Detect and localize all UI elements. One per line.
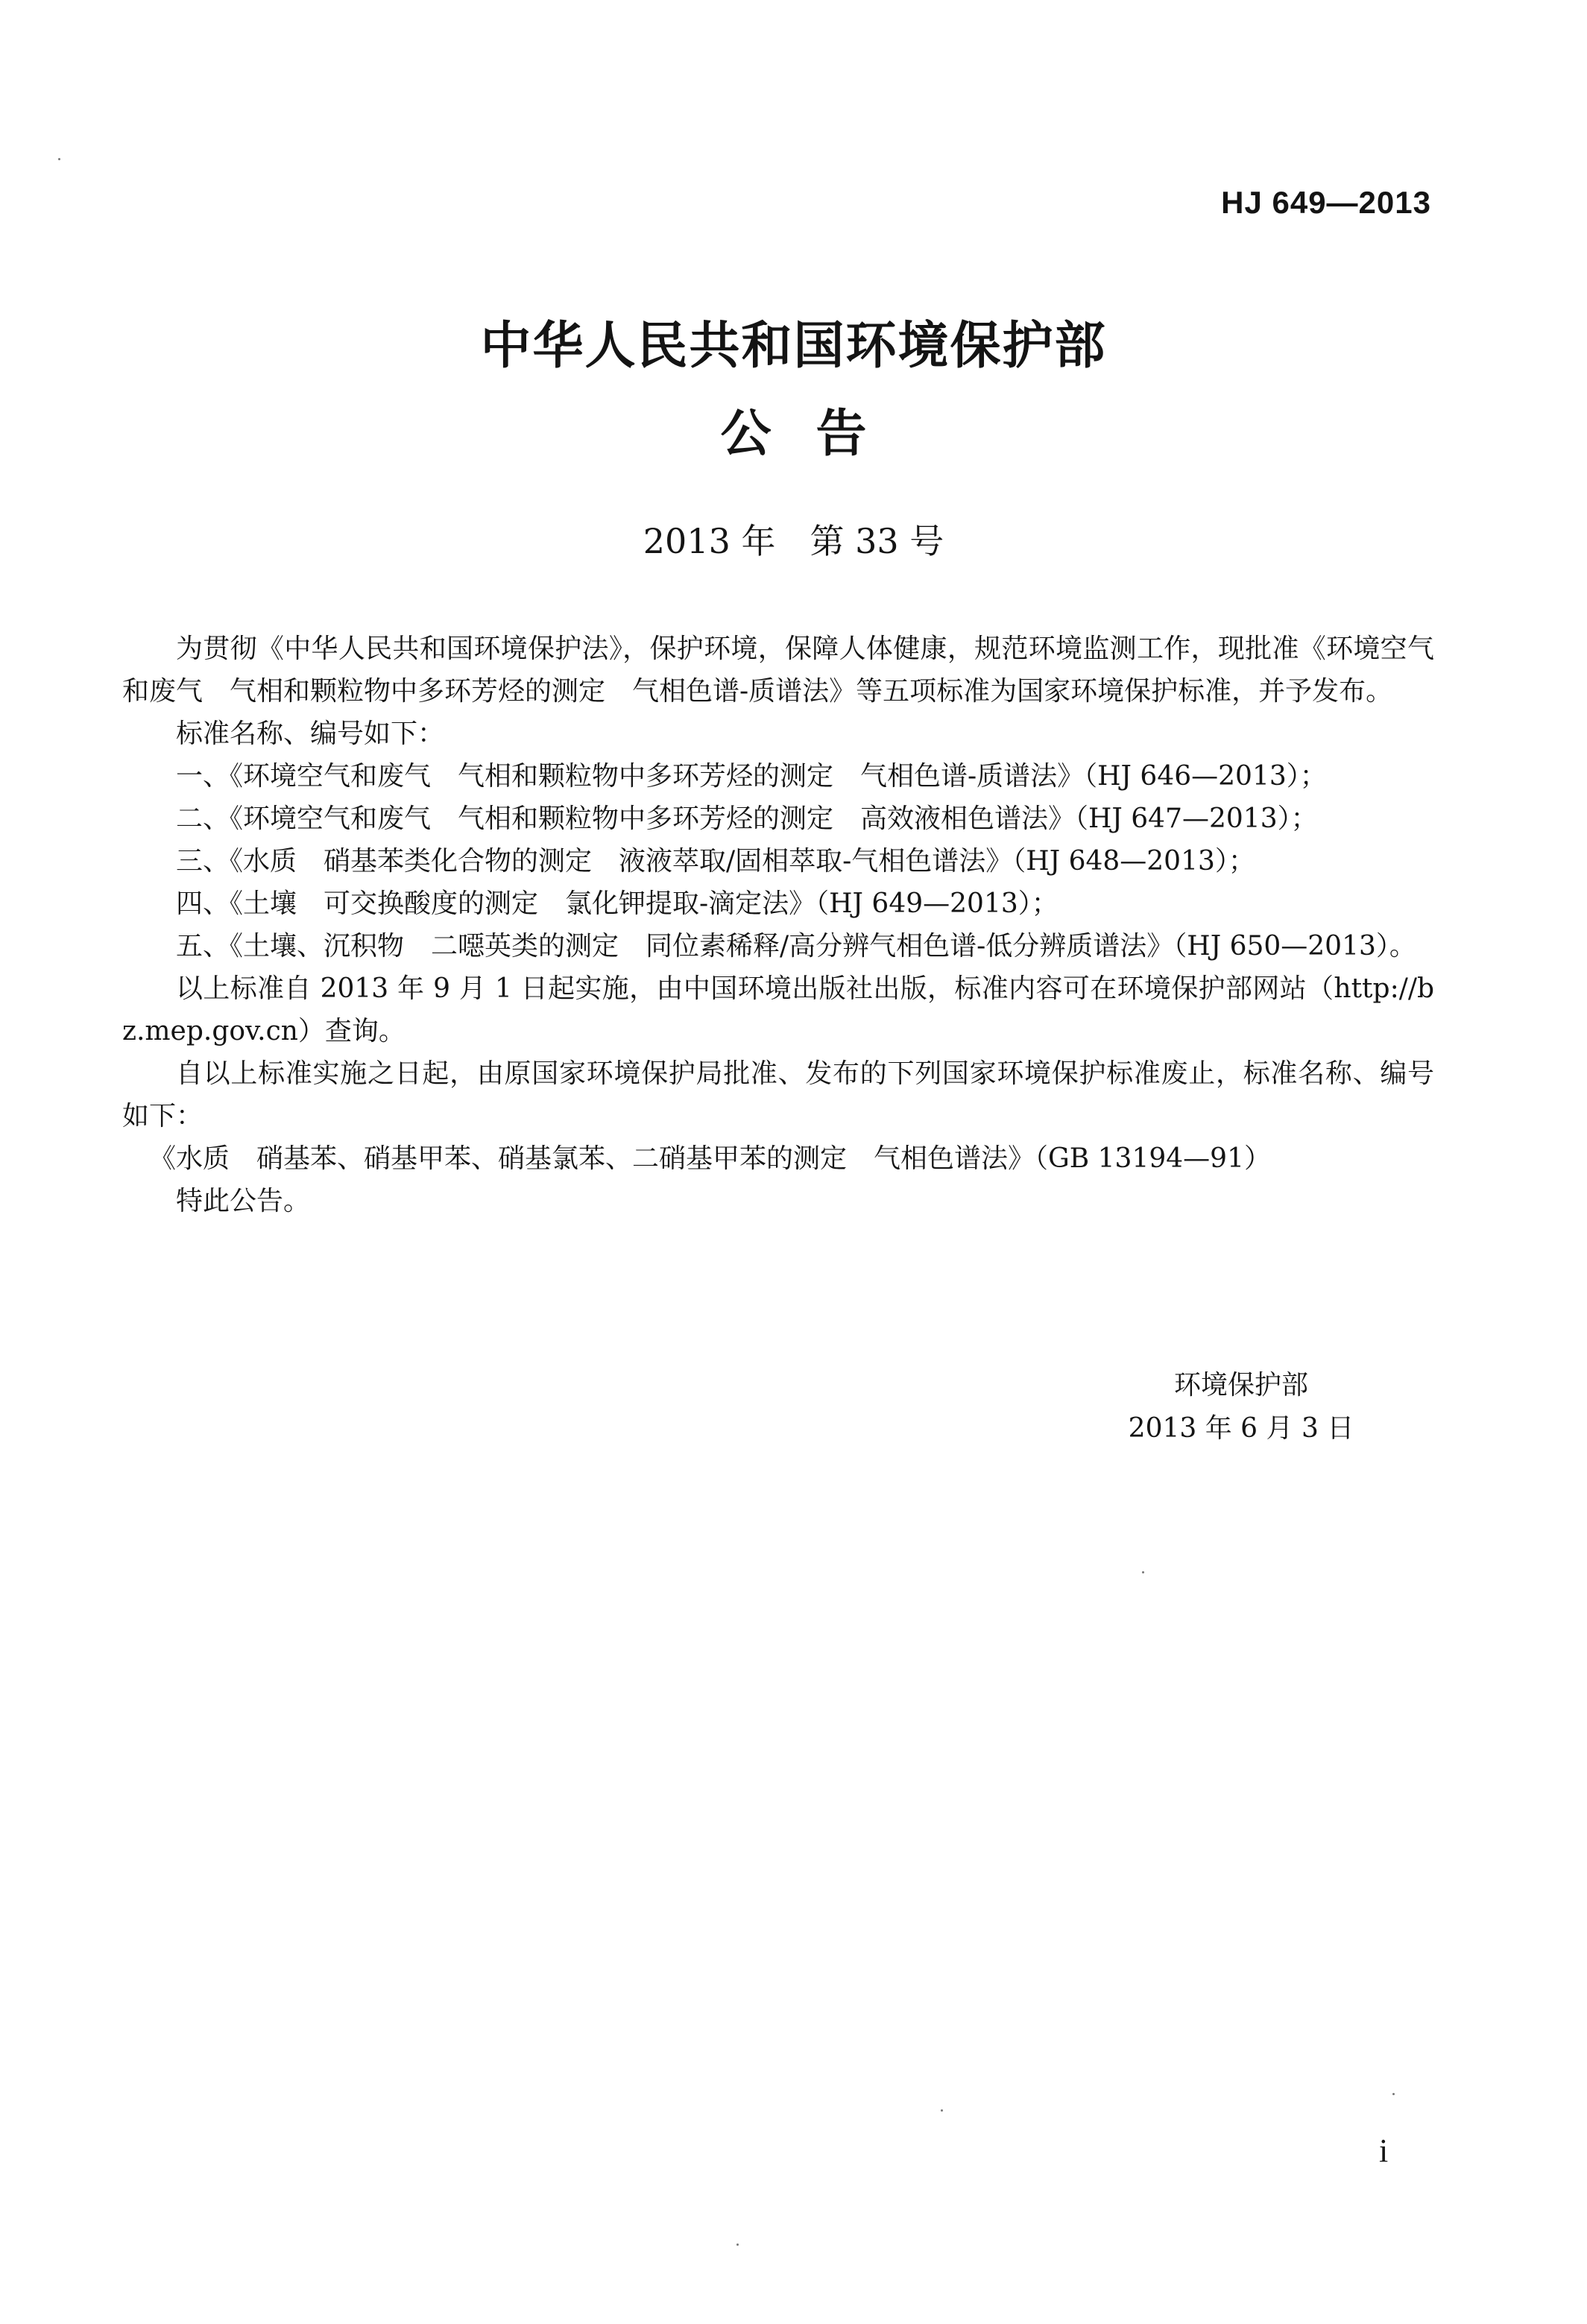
announcement-body bbox=[122, 628, 1434, 1222]
paragraph-repeal: 自以上标准实施之日起，由原国家环境保护局批准、发布的下列国家环境保护标准废止，标准名称、编号如下： bbox=[122, 1058, 1434, 1131]
issue-date: 2013 年 6 月 3 日 bbox=[1128, 1413, 1354, 1444]
standard-number: HJ 649—2013 bbox=[1221, 185, 1431, 220]
paragraph-closing: 特此公告。 bbox=[176, 1186, 311, 1216]
repealed-standard: 《水质 硝基苯、硝基甲苯、硝基氯苯、二硝基甲苯的测定 气相色谱法》（GB 13194—91） bbox=[149, 1143, 1271, 1174]
standard-item-2: 二、《环境空气和废气 气相和颗粒物中多环芳烃的测定 高效液相色谱法》（HJ 647—2013）； bbox=[176, 803, 1318, 834]
page-title: 中华人民共和国环境保护部 bbox=[480, 317, 1107, 376]
signature-block bbox=[1118, 1364, 1364, 1450]
issue-number: 2013 年 第 33 号 bbox=[643, 521, 944, 561]
scan-speck bbox=[1142, 1571, 1144, 1573]
page-subtitle: 公告 bbox=[720, 405, 912, 464]
scan-speck bbox=[736, 2244, 739, 2246]
standard-item-4: 四、《土壤 可交换酸度的测定 氯化钾提取-滴定法》（HJ 649—2013）； bbox=[176, 888, 1058, 919]
scan-speck bbox=[1392, 2093, 1395, 2095]
scan-speck bbox=[58, 158, 60, 160]
standard-item-3: 三、《水质 硝基苯类化合物的测定 液液萃取/固相萃取-气相色谱法》（HJ 648—2013）； bbox=[176, 846, 1255, 877]
issuer-name: 环境保护部 bbox=[1173, 1370, 1308, 1401]
page-number: i bbox=[1379, 2132, 1389, 2169]
paragraph-list-heading: 标准名称、编号如下： bbox=[176, 719, 445, 749]
paragraph-implementation: 以上标准自 2013 年 9 月 1 日起实施，由中国环境出版社出版，标准内容可在环境保护部网站（http://bz.mep.gov.cn）查询。 bbox=[122, 973, 1434, 1046]
standard-item-5: 五、《土壤、沉积物 二噁英类的测定 同位素稀释/高分辨气相色谱-低分辨质谱法》（HJ 650—2013）。 bbox=[176, 931, 1416, 962]
paragraph-intro: 为贯彻《中华人民共和国环境保护法》，保护环境，保障人体健康，规范环境监测工作，现批准《环境空气和废气 气相和颗粒物中多环芳烃的测定 气相色谱-质谱法》等五项标准为国家环境保护标准，并予发布。 bbox=[122, 634, 1434, 707]
scan-speck bbox=[941, 2109, 943, 2112]
standard-item-1: 一、《环境空气和废气 气相和颗粒物中多环芳烃的测定 气相色谱-质谱法》（HJ 646—2013）； bbox=[176, 761, 1327, 792]
